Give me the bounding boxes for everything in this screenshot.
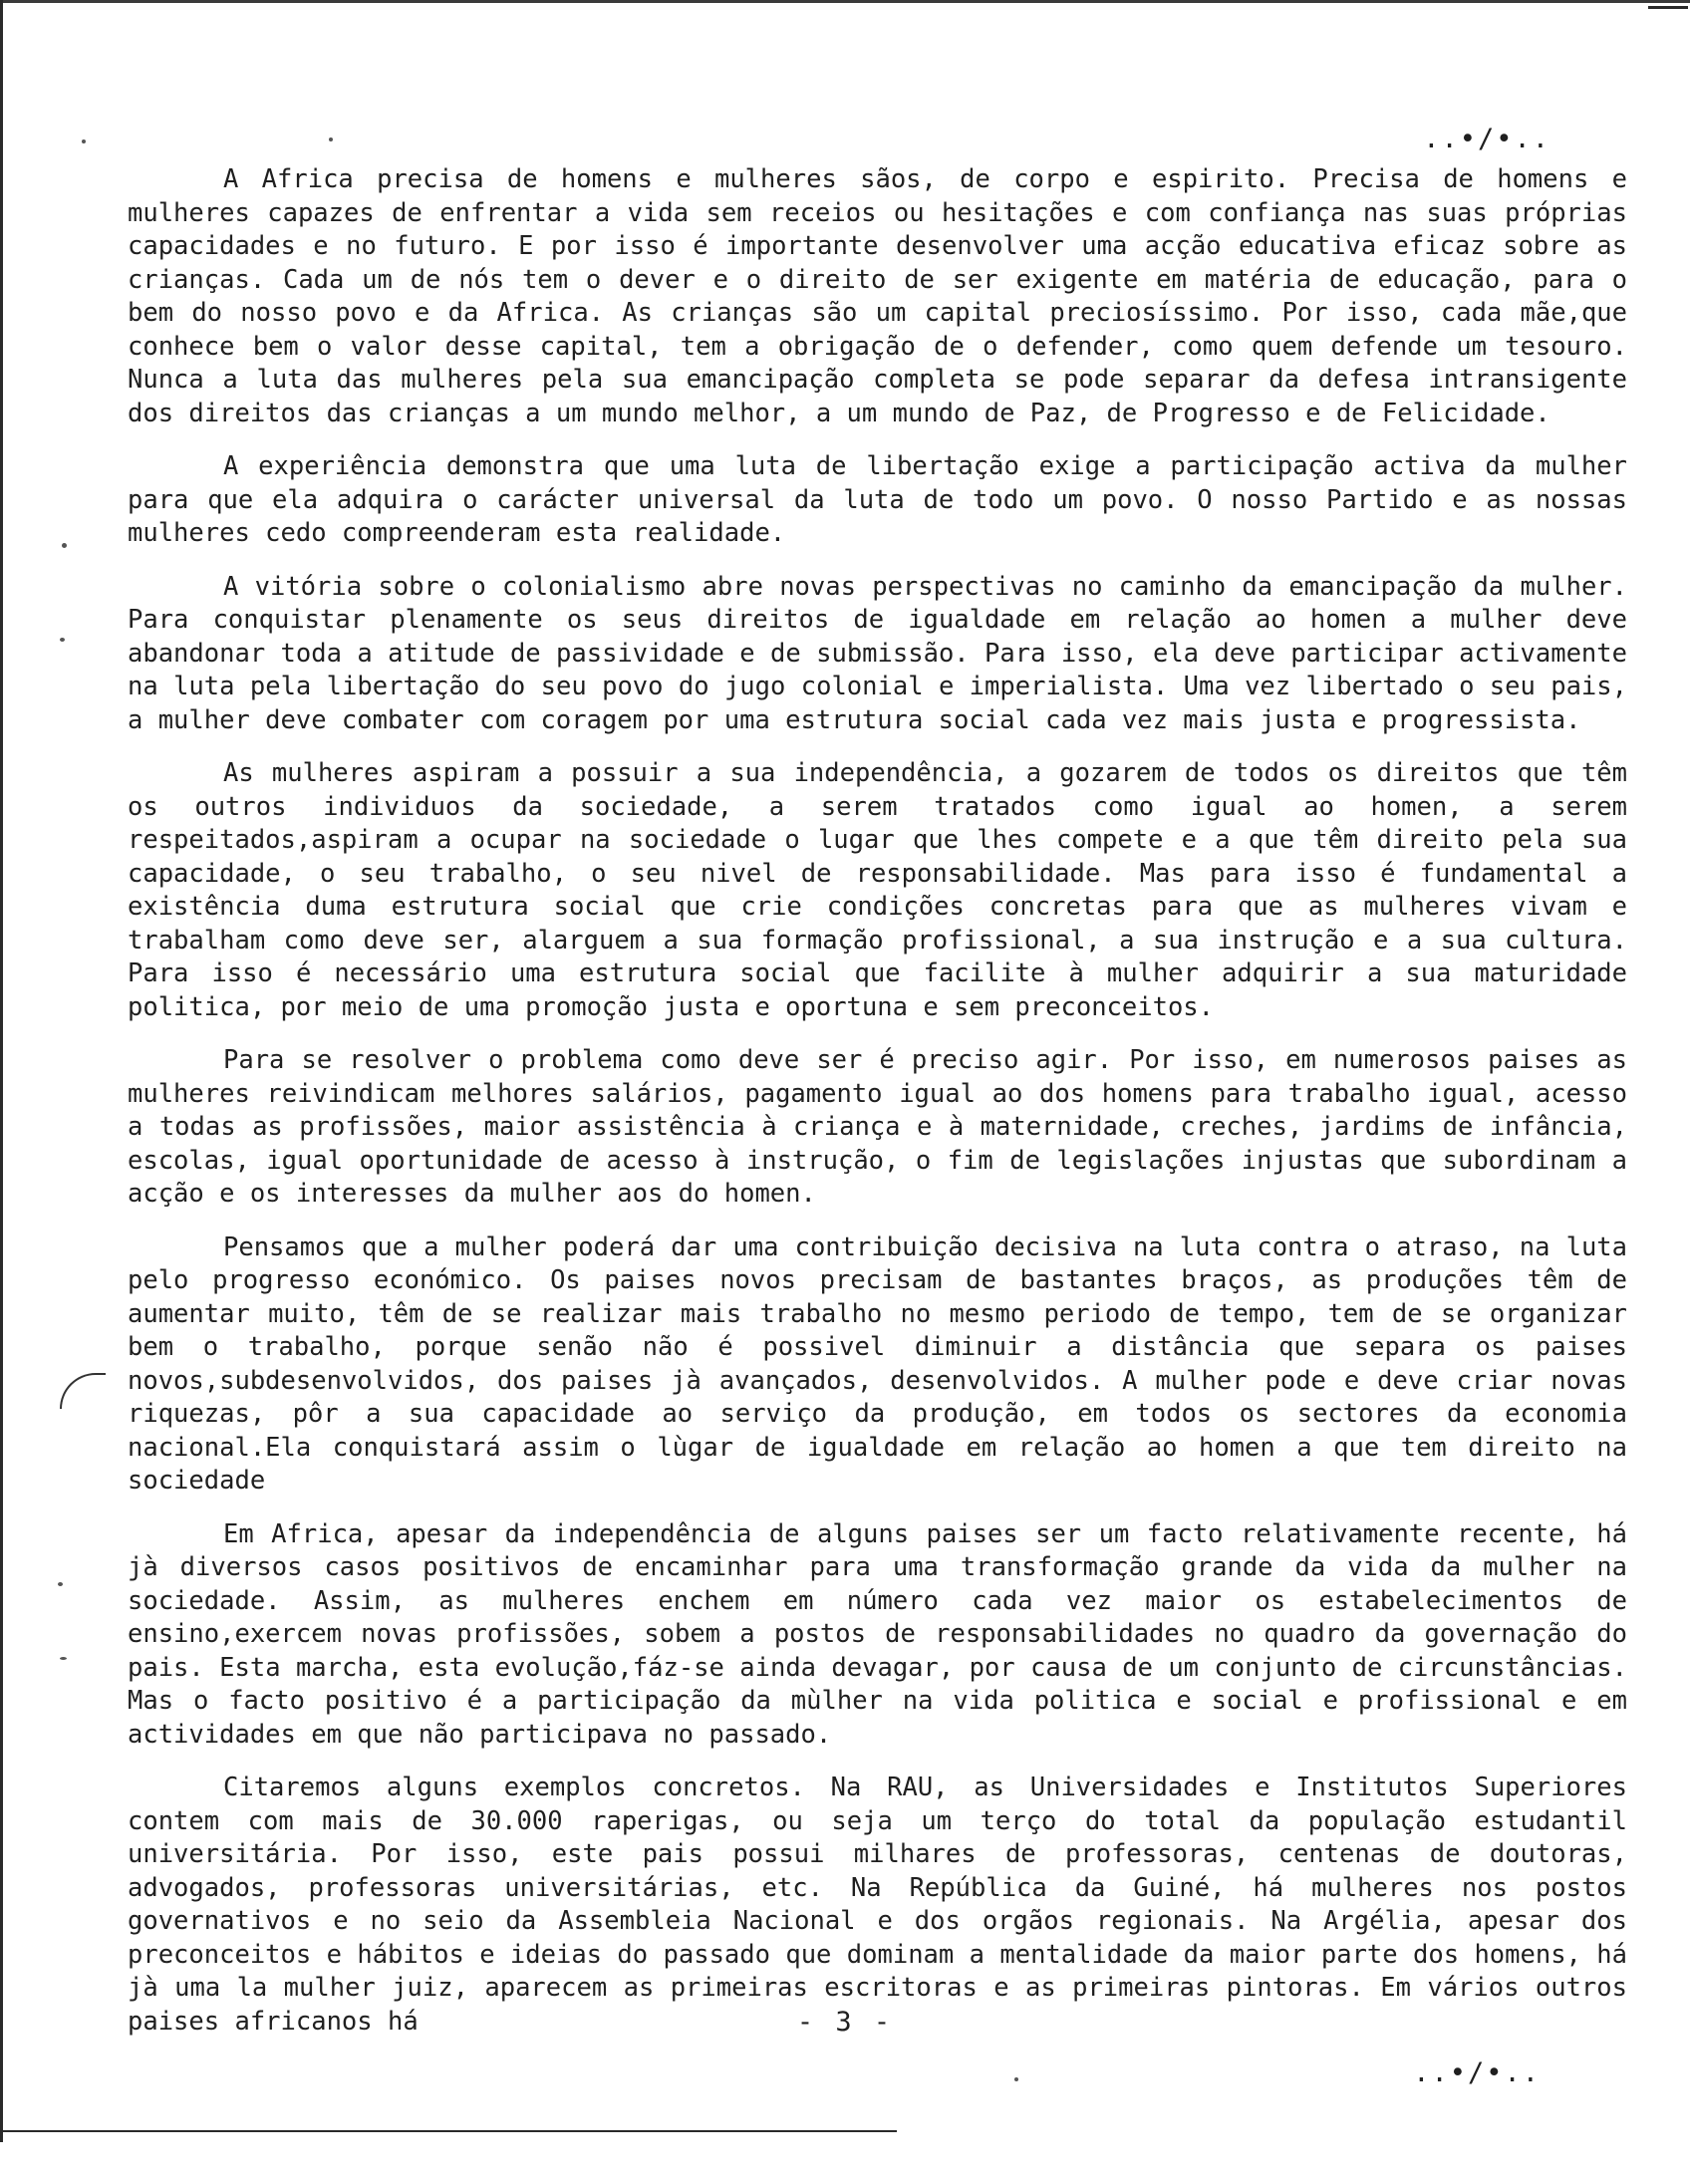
page-number: - 3 -	[796, 2007, 894, 2038]
paragraph-6: Pensamos que a mulher poderá dar uma contribuição decisiva na luta contra o atraso, na luta pelo progresso económico. Os paises novos precisam de bastantes braços, as produções têm de aumentar muito, têm de se realizar mais trabalho no mesmo periodo de tempo, tem de se organizar bem o trabalho, porque senão não é possivel diminuir a distância que separa os paises novos,subdesenvolvidos, dos paises jà avançados, desenvolvidos. A mulher pode e deve criar novas riquezas, pôr a sua capacidade ao serviço da produção, em todos os sectores da economia nacional.Ela conquistará assim o lùgar de igualdade em relação ao homen a que tem direito na sociedade	[128, 1231, 1627, 1496]
scan-speck	[60, 638, 65, 642]
paragraph-1: A Africa precisa de homens e mulheres sãos, de corpo e espirito. Precisa de homens e mulheres capazes de enfrentar a vida sem receios ou hesitações e com confiança nas suas próprias capacidades e no futuro. E por isso é importante desenvolver uma acção educativa eficaz sobre as crianças. Cada um de nós tem o dever e o direito de ser exigente em matéria de educação, para o bem do nosso povo e da Africa. As crianças são um capital preciosíssimo. Por isso, cada mãe,que conhece bem o valor desse capital, tem a obrigação de o defender, como quem defende um tesouro. Nunca a luta das mulheres pela sua emancipação completa se pode separar da defesa intransigente dos direitos das crianças a um mundo melhor, a um mundo de Paz, de Progresso e de Felicidade.	[128, 164, 1627, 428]
paragraph-2: A experiência demonstra que uma luta de libertação exige a participação activa da mulher para que ela adquira o carácter universal da luta de todo um povo. O nosso Partido e as nossas mulheres cedo compreenderam esta realidade.	[128, 451, 1627, 548]
body-text	[128, 163, 1627, 2058]
scan-speck	[1014, 2077, 1018, 2081]
scan-corner-mark	[1648, 6, 1688, 9]
scan-speck	[329, 137, 333, 141]
paragraph-8: Citaremos alguns exemplos concretos. Na RAU, as Universidades e Institutos Superiores contem com mais de 30.000 raperigas, ou seja um terço do total da população estudantil universitária. Por isso, este pais possui milhares de professoras, centenas de doutoras, advogados, professoras universitárias, etc. Na República da Guiné, há mulheres nos postos governativos e no seio da Assembleia Nacional e dos orgãos regionais. Na Argélia, apesar dos preconceitos e hábitos e ideias do passado que dominam a mentalidade da maior parte dos homens, há jà uma la mulher juiz, aparecem as primeiras escritoras e as primeiras pintoras. Em vários outros paises africanos há	[128, 1773, 1627, 2037]
paragraph-7: Em Africa, apesar da independência de alguns paises ser um facto relativamente recente, há jà diversos casos positivos de encaminhar para uma transformação grande da vida da mulher na sociedade. Assim, as mulheres enchem em número cada vez maior os estabelecimentos de ensino,exercem novas profissões, sobem a postos de responsabilidades no quadro da governação do pais. Esta marcha, esta evolução,fáz-se ainda devagar, por causa de um conjunto de circunstâncias. Mas o facto positivo é a participação da mùlher na vida politica e social e profissional e em actividades em que não participava no passado.	[128, 1518, 1627, 1750]
scan-margin-mark	[60, 1373, 106, 1409]
scan-speck	[82, 139, 86, 143]
paragraph-4: As mulheres aspiram a possuir a sua independência, a gozarem de todos os direitos que têm os outros individuos da sociedade, a serem tratados como igual ao homen, a serem respeitados,aspiram a ocupar na sociedade o lugar que lhes compete e a que têm direito pela sua capacidade, o seu trabalho, o seu nivel de responsabilidade. Mas para isso é fundamental a existência duma estrutura social que crie condições concretas para que as mulheres vivam e trabalham como deve ser, alarguem a sua formação profissional, a sua instrução e a sua cultura. Para isso é necessário uma estrutura social que facilite à mulher adquirir a sua maturidade politica, por meio de uma promoção justa e oportuna e sem preconceitos.	[128, 758, 1627, 1022]
scan-edge-left	[0, 0, 3, 2142]
scan-edge-bottom	[0, 2130, 897, 2132]
scan-speck	[58, 1582, 63, 1586]
continuation-mark-bottom: ..•/•..	[1413, 2057, 1541, 2088]
scan-speck	[60, 1657, 67, 1660]
scan-edge-top	[0, 0, 1690, 3]
paragraph-5: Para se resolver o problema como deve ser é preciso agir. Por isso, em numerosos paises as mulheres reivindicam melhores salários, pagamento igual ao dos homens para trabalho igual, acesso a todas as profissões, maior assistência à criança e à maternidade, creches, jardims de infância, escolas, igual oportunidade de acesso à instrução, o fim de legislações injustas que subordinam a acção e os interesses da mulher aos do homen.	[128, 1045, 1627, 1209]
continuation-mark-top: ..•/•..	[1423, 124, 1550, 154]
paragraph-3: A vitória sobre o colonialismo abre novas perspectivas no caminho da emancipação da mulher. Para conquistar plenamente os seus direitos de igualdade em relação ao homen a mulher deve abandonar toda a atitude de passividade e de submissão. Para isso, ela deve participar activamente na luta pela libertação do seu povo do jugo colonial e imperialista. Uma vez libertado o seu pais, a mulher deve combater com coragem por uma estrutura social cada vez mais justa e progressista.	[128, 571, 1627, 735]
scan-speck	[62, 543, 67, 548]
